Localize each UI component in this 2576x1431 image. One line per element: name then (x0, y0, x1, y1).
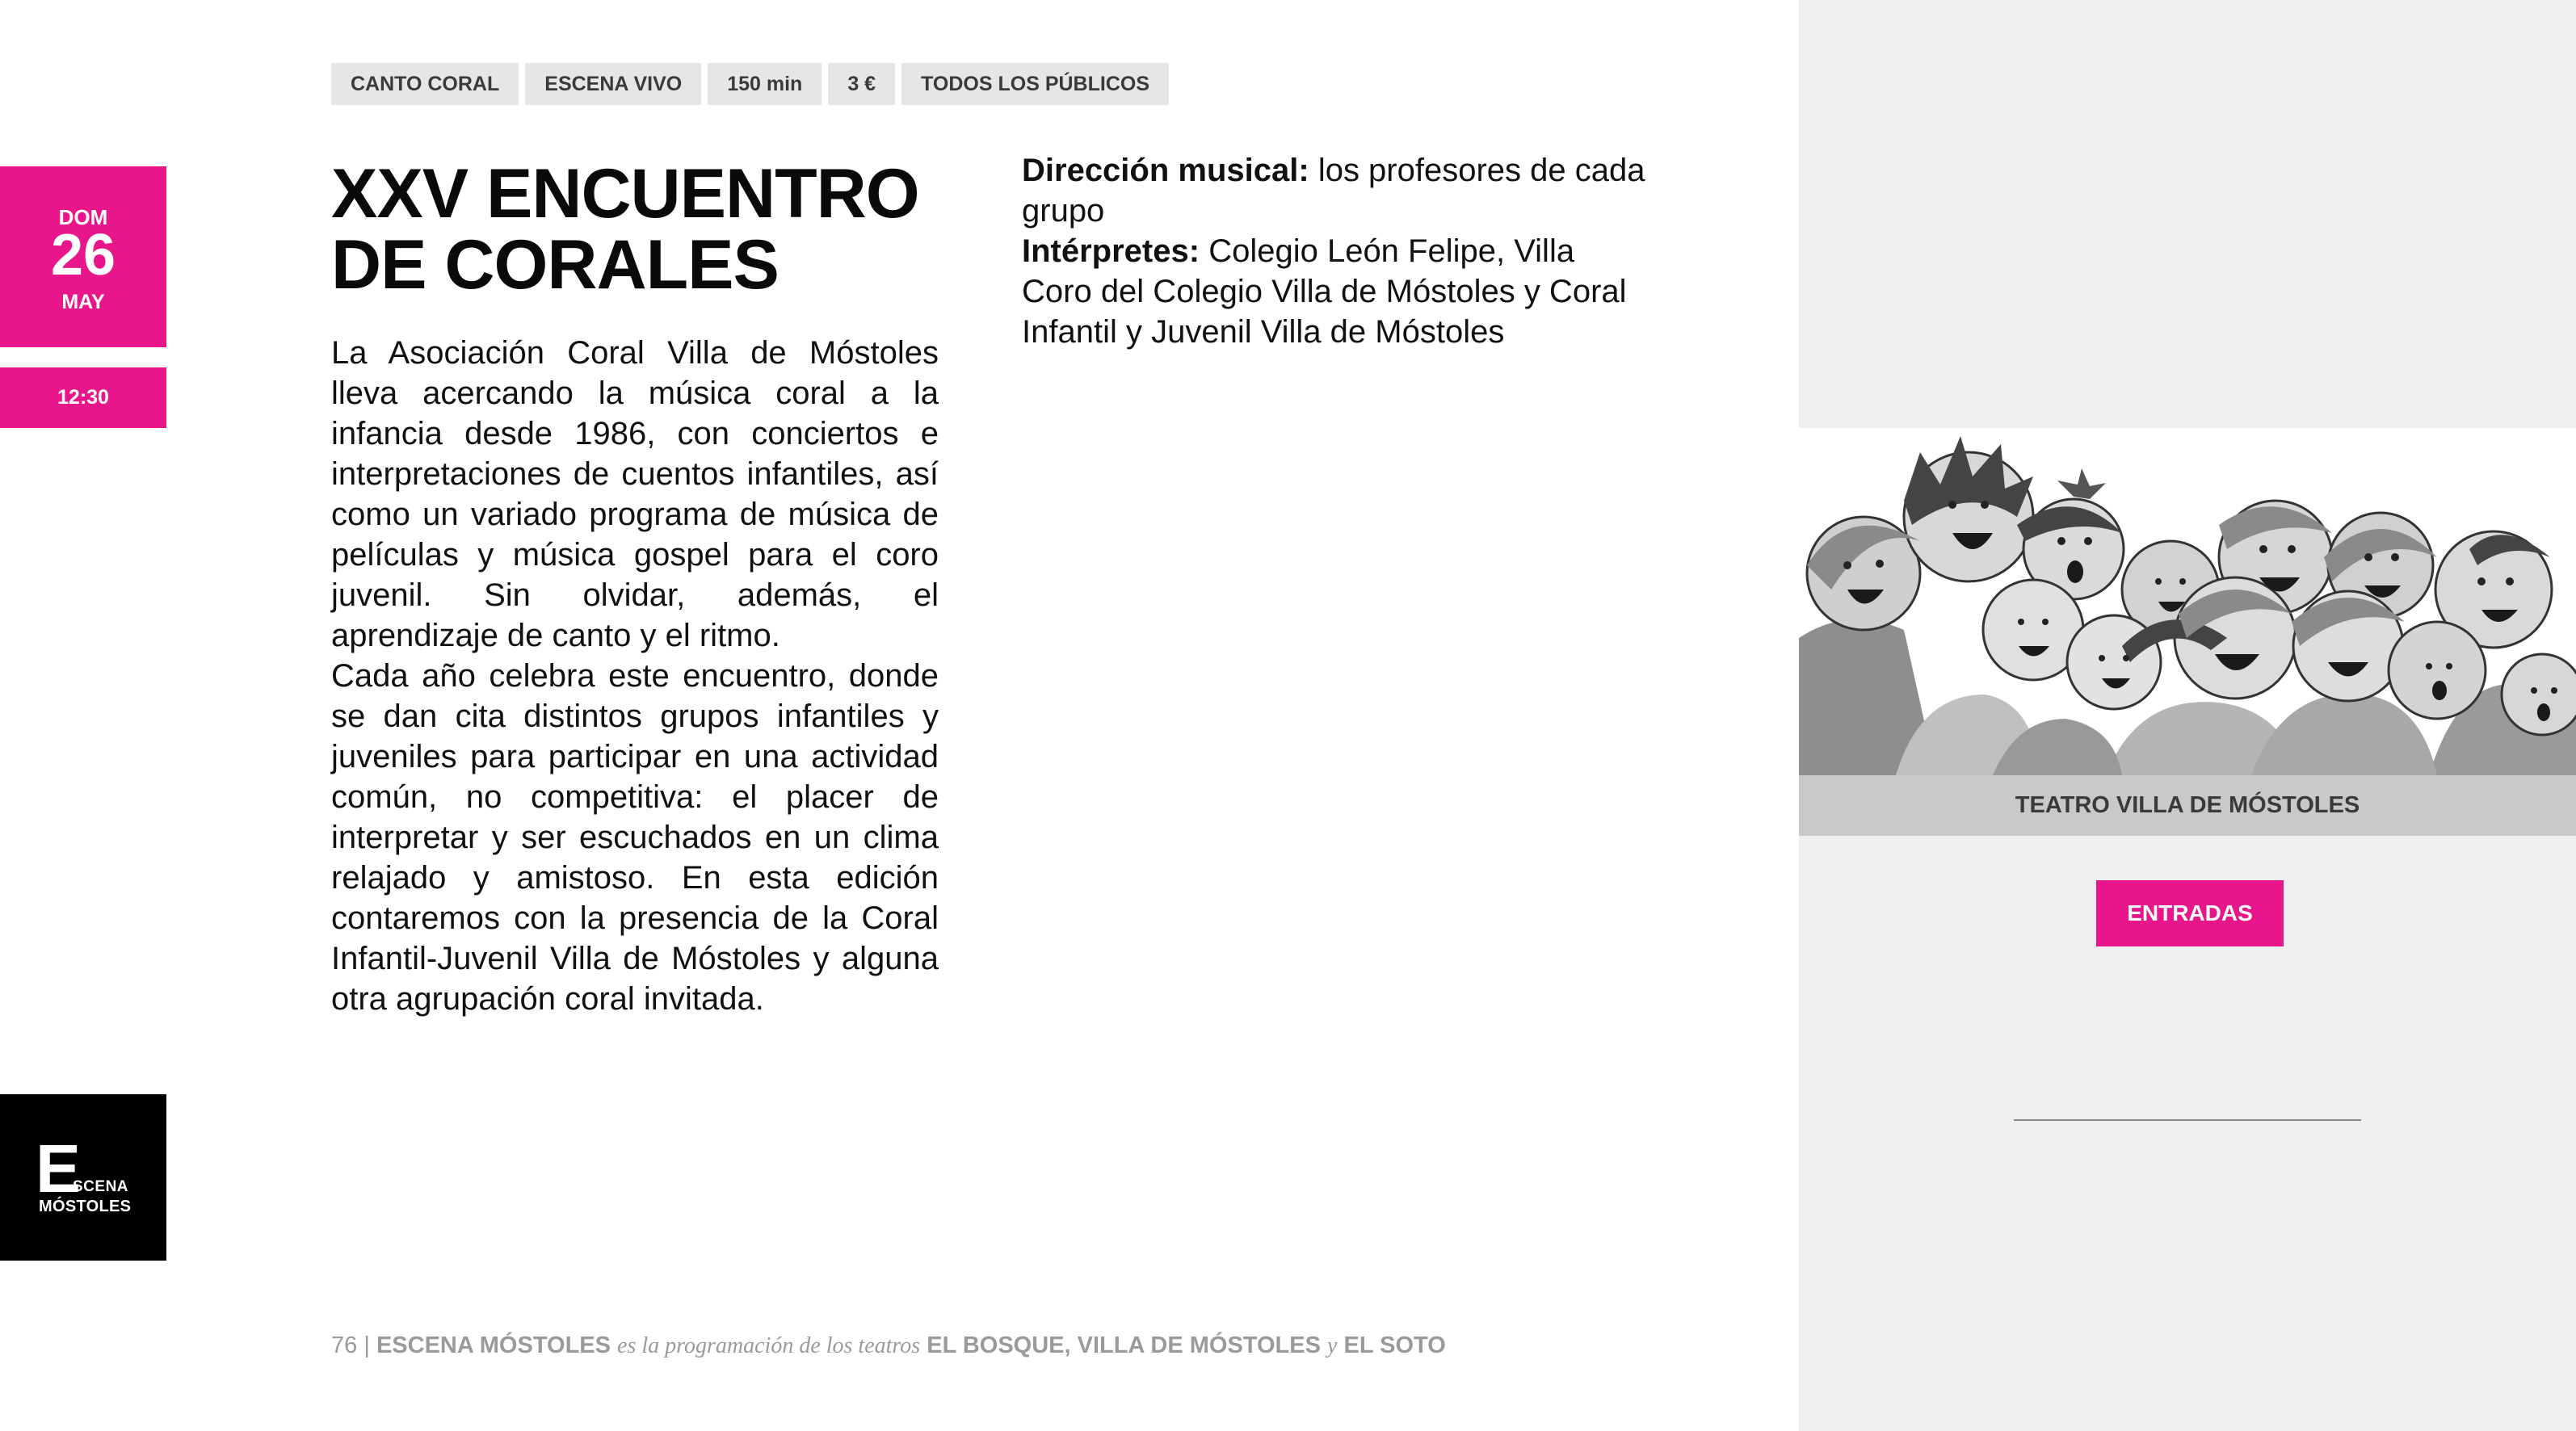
tickets-button[interactable]: ENTRADAS (2096, 880, 2284, 946)
tag-category: ESCENA VIVO (525, 63, 701, 105)
description-paragraph-1: La Asociación Coral Villa de Móstoles lleva acercando la música coral a la infancia desde 1986, con conciertos e interpretaciones de cuentos infantiles, así como un variado programa de música de películas y música gospel para el coro juvenil. Sin olvidar, además, el aprendizaje de canto y el ritmo. (331, 335, 939, 653)
logo-mostoles: MÓSTOLES (39, 1198, 132, 1215)
logo-letter: E (36, 1131, 82, 1206)
direction-value: los profesores de cada grupo (1022, 153, 1645, 229)
date-day: 26 (50, 223, 116, 287)
tag-audience: TODOS LOS PÚBLICOS (901, 63, 1169, 105)
date-month: MAY (61, 291, 105, 313)
performers-value: Colegio León Felipe, Villa Coro del Colegio Villa de Móstoles y Coral Infantil y Juvenil Villa de Móstoles (1022, 233, 1627, 350)
date-weekday: DOM (58, 205, 108, 229)
date-box (0, 166, 166, 347)
footer-italic-1: es la programación de los teatros (617, 1333, 921, 1358)
footer-theatres: EL BOSQUE, VILLA DE MÓSTOLES (927, 1332, 1321, 1358)
performers-label: Intérpretes: (1022, 233, 1200, 269)
divider-line (2014, 1119, 2361, 1121)
venue-name: TEATRO VILLA DE MÓSTOLES (1799, 775, 2576, 836)
event-description (331, 333, 939, 1019)
footer-italic-2: y (1327, 1333, 1338, 1358)
footer-separator: | (363, 1332, 370, 1358)
choir-illustration-svg (1799, 428, 2576, 775)
logo-escena: SCENA (73, 1178, 129, 1195)
description-paragraph-2: Cada año celebra este encuentro, donde se dan cita distintos grupos infantiles y juveniles para participar en una actividad común, no competitiva: el placer de interpretar y ser escuchados en un clima relajado y amistoso. En esta edición contaremos con la presencia de la Coral Infantil-Juvenil Villa de Móstoles y alguna otra agrupación coral invitada. (331, 658, 939, 1017)
title-line-1: XXV ENCUENTRO (331, 155, 919, 233)
tag-duration: 150 min (708, 63, 822, 105)
tag-genre: CANTO CORAL (331, 63, 519, 105)
escena-mostoles-logo (0, 1094, 166, 1261)
tag-list (331, 63, 1169, 105)
choir-children-illustration (1799, 428, 2576, 775)
tag-price: 3 € (828, 63, 895, 105)
page-number: 76 (331, 1332, 358, 1358)
title-line-2: DE CORALES (331, 226, 779, 304)
event-credits (1022, 150, 1652, 352)
event-title (331, 155, 961, 304)
footer-last-theatre: EL SOTO (1343, 1332, 1446, 1358)
time-box: 12:30 (0, 367, 166, 428)
page-footer (331, 1332, 1446, 1359)
footer-brand: ESCENA MÓSTOLES (376, 1332, 611, 1358)
direction-label: Dirección musical: (1022, 153, 1309, 188)
